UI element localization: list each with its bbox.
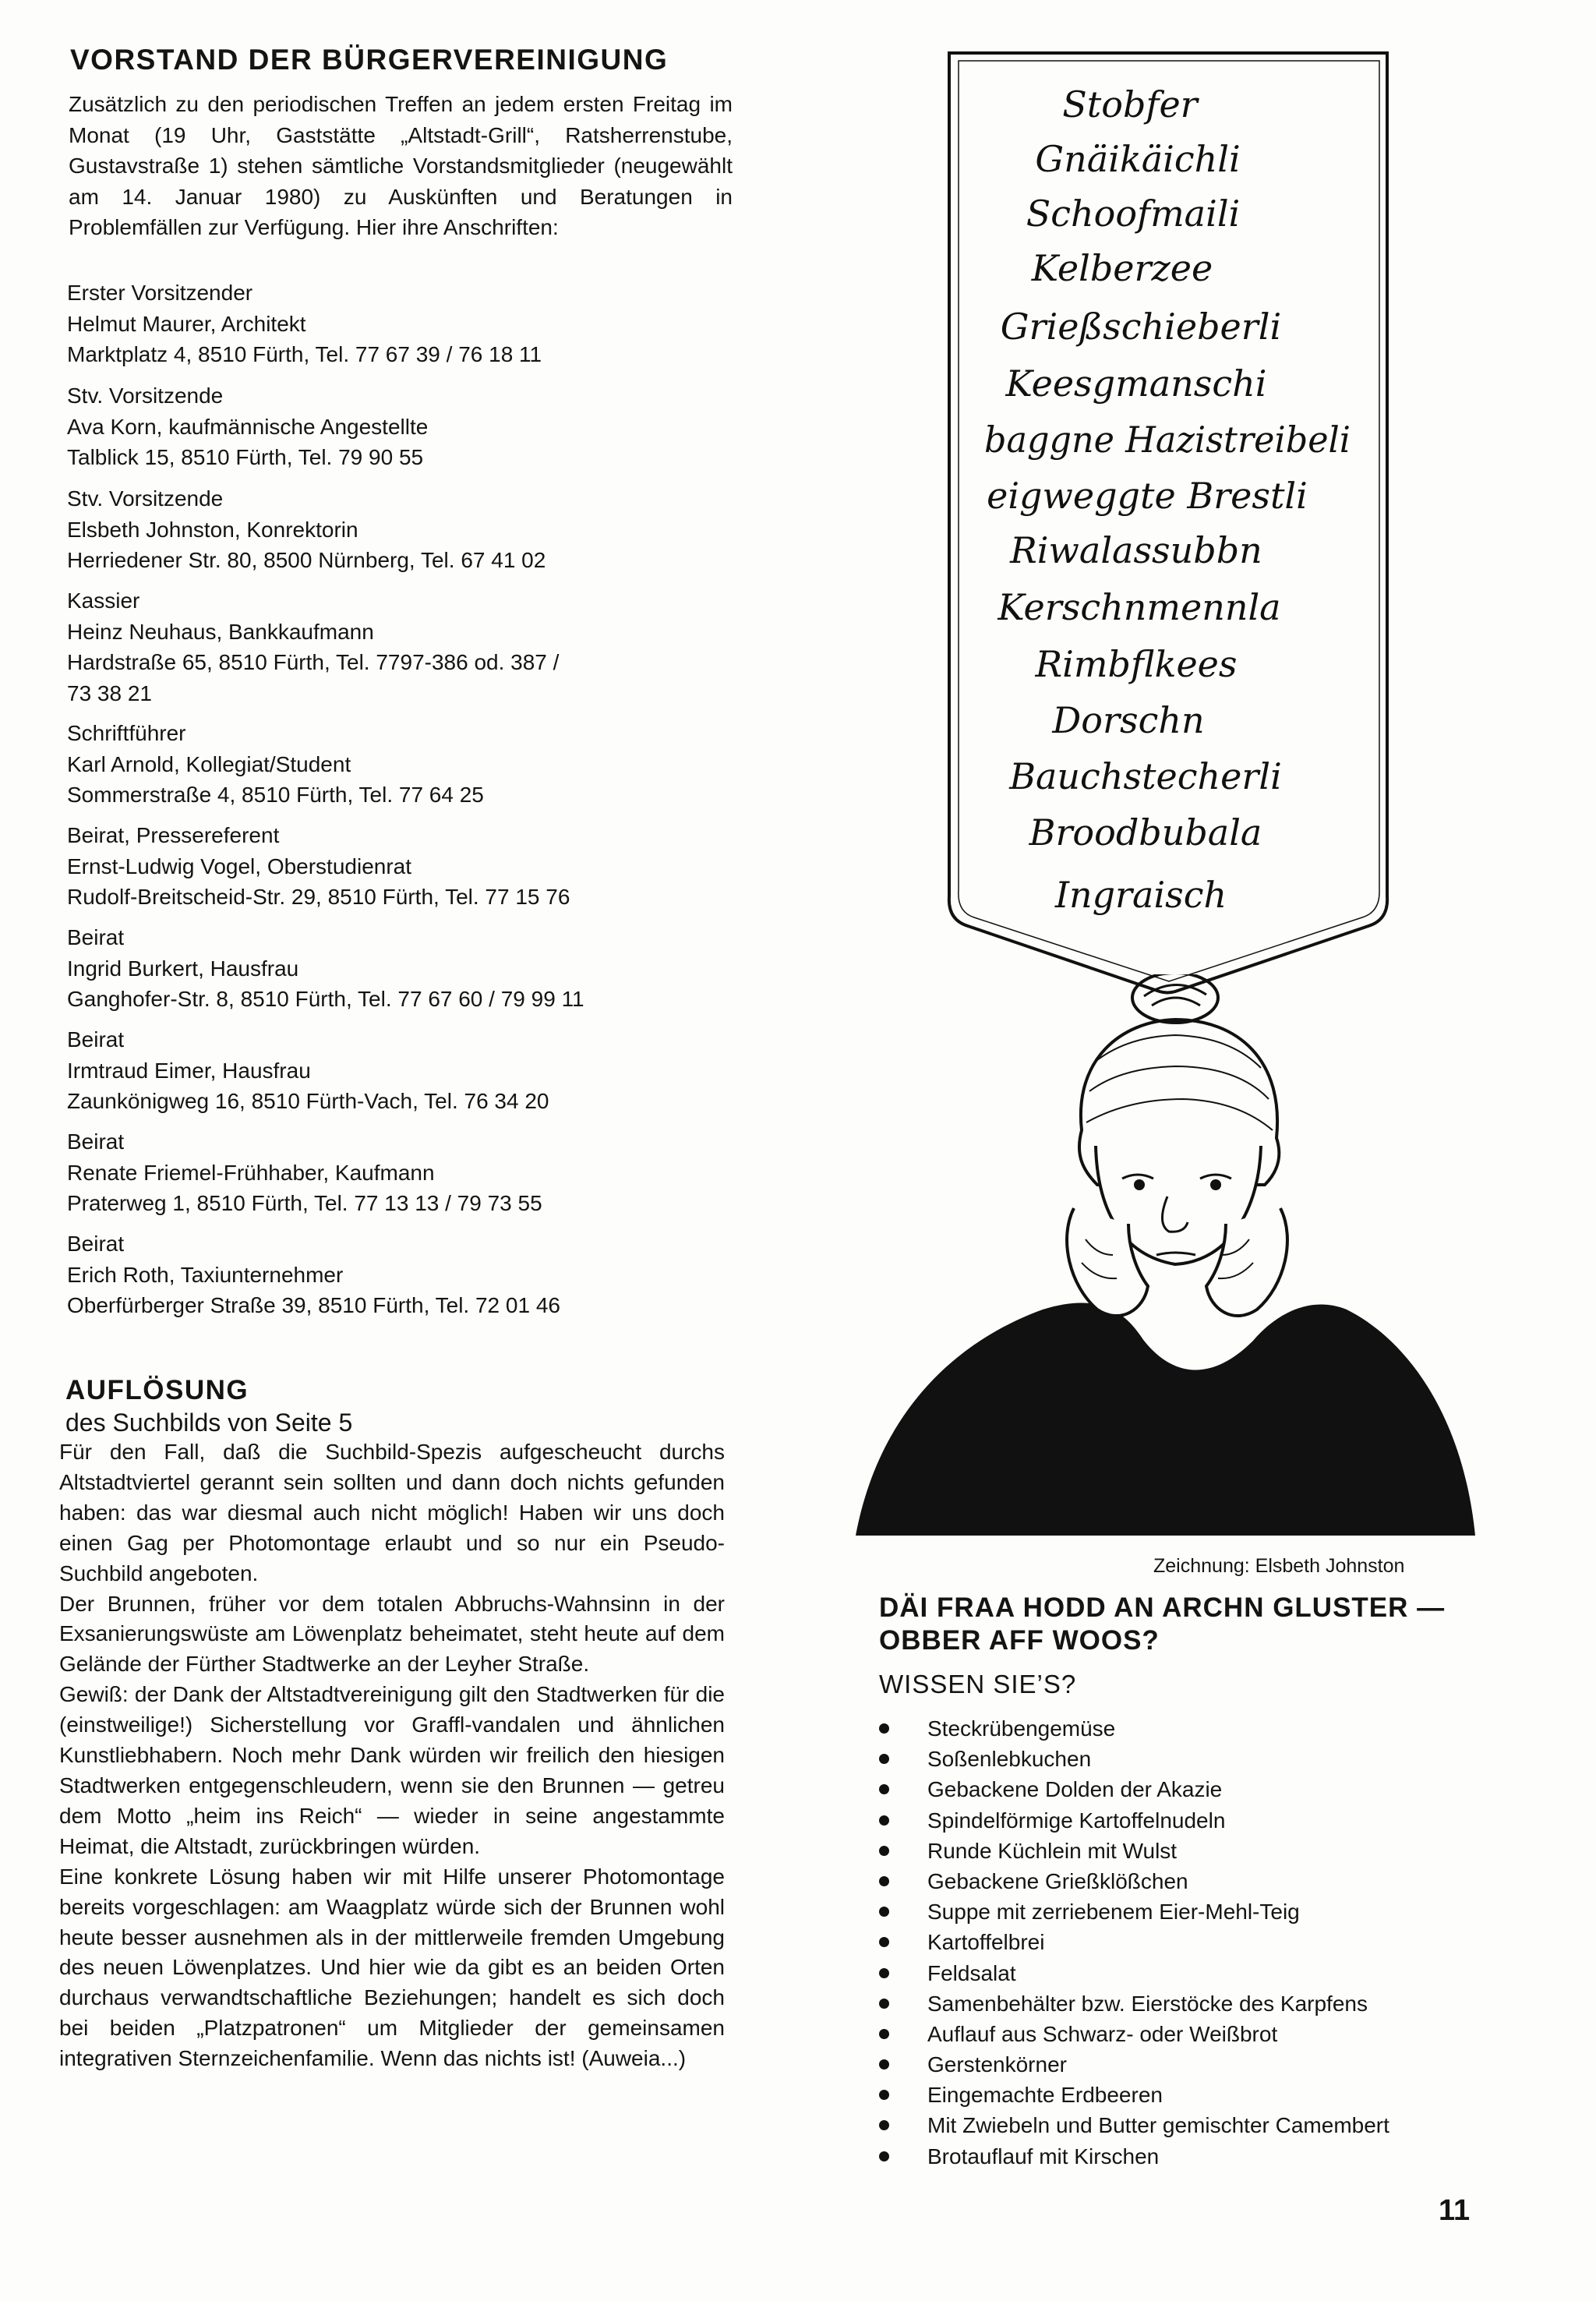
contact-address: Praterweg 1, 8510 Fürth, Tel. 77 13 13 / 79 73 55 — [67, 1191, 542, 1215]
contact-name: Elsbeth Johnston, Konrektorin — [67, 517, 358, 542]
contact-name: Ava Korn, kaufmännische Angestellte — [67, 414, 429, 439]
list-item: Samenbehälter bzw. Eierstöcke des Karpfens — [879, 1988, 1389, 2019]
list-item: Spindelförmige Kartoffelnudeln — [879, 1805, 1389, 1836]
list-item: Mit Zwiebeln und Butter gemischter Camembert — [879, 2110, 1389, 2140]
dish-name: Kelberzee — [1031, 247, 1213, 289]
contact-address: Zaunkönigweg 16, 8510 Fürth-Vach, Tel. 76 34 20 — [67, 1089, 549, 1113]
dish-name: Kerschnmennla — [998, 586, 1281, 628]
list-item: Gebackene Dolden der Akazie — [879, 1774, 1389, 1804]
bullet-icon — [879, 2120, 889, 2130]
dish-name: Riwalassubbn — [1010, 529, 1262, 571]
paragraph: Für den Fall, daß die Suchbild-Spezis aufgescheucht durchs Altstadtviertel gerannt sein sollten und dann doch nichts gefunden haben: das war diesmal auch nicht möglich! Haben wir uns doch einen Gag per Photomontage erlaubt und so nur ein Pseudo-Suchbild angeboten. — [59, 1440, 725, 1585]
list-item: Runde Küchlein mit Wulst — [879, 1836, 1389, 1866]
contact-block — [67, 277, 542, 370]
dish-name: Gnäikäichli — [1035, 138, 1241, 180]
paragraph: Eine konkrete Lösung haben wir mit Hilfe unserer Photomontage bereits vorgeschlagen: am Waagplatz würde sich der Brunnen wohl heute besser ausnehmen als in der mittlerweile fremden Umgebung des neuen Löwenplatzes. Und hier wie da gibt es an beiden Orten durchaus verwandtschaftliche Beziehungen; handelt es sich doch bei beiden „Platzpatronen“ um Mitglieder der gemeinsamen integrativen Sternzeichenfamilie. Wenn das nichts ist! (Auweia...) — [59, 1864, 725, 2071]
contact-name: Irmtraud Eimer, Hausfrau — [67, 1058, 311, 1083]
paragraph: Gewiß: der Dank der Altstadtvereinigung gilt den Stadtwerken für die (einstweilige!) Sicherstellung vor Graffl-vandalen und ähnlichen Kunstliebhabern. Noch mehr Dank würden wir freilich den hiesigen Stadtwerken entgegenschleudern, wenn sie den Brunnen — getreu dem Motto „heim ins Reich“ — wieder in seine angestammte Heimat, die Altstadt, zurückbringen würden. — [59, 1682, 725, 1858]
left-eye — [1134, 1179, 1145, 1190]
quiz-subtitle: WISSEN SIE’S? — [879, 1670, 1077, 1698]
contact-role: Beirat, Pressereferent — [67, 823, 280, 847]
contact-block — [67, 820, 570, 913]
list-item: Gebackene Grießklößchen — [879, 1866, 1389, 1896]
bullet-icon — [879, 1754, 889, 1764]
quiz-title-line: OBBER AFF WOOS? — [879, 1625, 1160, 1656]
dish-name: Rimbflkees — [1035, 643, 1238, 685]
contact-role: Beirat — [67, 1027, 125, 1052]
contact-address: Rudolf-Breitscheid-Str. 29, 8510 Fürth, Tel. 77 15 76 — [67, 885, 570, 909]
paragraph: Der Brunnen, früher vor dem totalen Abbruchs-Wahnsinn in der Exsanierungswüste am Löwenplatz beheimatet, steht heute auf dem Gelände der Fürther Stadtwerke an der Leyher Straße. — [59, 1591, 725, 1677]
contact-block — [67, 1228, 560, 1321]
bullet-icon — [879, 1937, 889, 1947]
list-item: Gerstenkörner — [879, 2049, 1389, 2080]
contact-address: Talblick 15, 8510 Fürth, Tel. 79 90 55 — [67, 445, 424, 469]
contact-name: Heinz Neuhaus, Bankkaufmann — [67, 619, 374, 644]
quiz-answer-list — [879, 1713, 1389, 2172]
contact-name: Helmut Maurer, Architekt — [67, 311, 306, 336]
bullet-icon — [879, 1907, 889, 1917]
contact-block — [67, 1024, 549, 1117]
list-item: Suppe mit zerriebenem Eier-Mehl-Teig — [879, 1896, 1389, 1927]
contact-block — [67, 380, 428, 473]
list-item: Kartoffelbrei — [879, 1927, 1389, 1957]
list-item: Soßenlebkuchen — [879, 1744, 1389, 1774]
bullet-icon — [879, 1846, 889, 1856]
vorstand-intro-text: Zusätzlich zu den periodischen Treffen an jedem ersten Freitag im Monat (19 Uhr, Gaststätte „Altstadt-Grill“, Ratsherrenstube, Gustavstraße 1) stehen sämtliche Vorstandsmitglieder (neugewählt am 14. Januar 1980) zu Auskünften und Beratungen in Problemfällen zur Verfügung. Hier ihre Anschriften: — [69, 92, 733, 239]
dish-pennant-banner — [941, 47, 1395, 1001]
list-item: Eingemachte Erdbeeren — [879, 2080, 1389, 2110]
quiz-title-line: DÄI FRAA HODD AN ARCHN GLUSTER — — [879, 1592, 1446, 1623]
bullet-icon — [879, 2090, 889, 2100]
bullet-icon — [879, 2151, 889, 2161]
contact-role: Erster Vorsitzender — [67, 281, 253, 305]
dish-name: Stobfer — [1062, 83, 1198, 125]
contact-name: Ernst-Ludwig Vogel, Oberstudienrat — [67, 854, 412, 878]
bullet-icon — [879, 2059, 889, 2069]
bullet-icon — [879, 1968, 889, 1978]
dish-name: Grießschieberli — [1000, 306, 1282, 348]
bullet-icon — [879, 1999, 889, 2009]
woman-illustration — [848, 974, 1481, 1551]
contact-block — [67, 1126, 542, 1219]
section-title-aufloesung: AUFLÖSUNG — [65, 1375, 249, 1405]
list-item: Steckrübengemüse — [879, 1713, 1389, 1744]
aufloesung-body — [59, 1437, 725, 2074]
contact-role: Schriftführer — [67, 721, 186, 745]
contact-address: Sommerstraße 4, 8510 Fürth, Tel. 77 64 25 — [67, 783, 484, 807]
bullet-icon — [879, 2029, 889, 2039]
bullet-icon — [879, 1815, 889, 1826]
contact-block — [67, 483, 546, 576]
quiz-title — [879, 1592, 1445, 1657]
bullet-icon — [879, 1876, 889, 1886]
section-subtitle-aufloesung: des Suchbilds von Seite 5 — [65, 1409, 353, 1437]
contact-role: Beirat — [67, 1129, 125, 1154]
contact-block — [67, 922, 584, 1015]
dish-name: Keesgmanschi — [1005, 362, 1267, 405]
contact-address: Marktplatz 4, 8510 Fürth, Tel. 77 67 39 / 76 18 11 — [67, 342, 542, 366]
dish-name: baggne Hazistreibeli — [984, 419, 1351, 461]
contact-block — [67, 585, 559, 709]
contact-name: Erich Roth, Taxiunternehmer — [67, 1262, 344, 1287]
contact-role: Stv. Vorsitzende — [67, 384, 224, 408]
contact-role: Stv. Vorsitzende — [67, 486, 224, 511]
dish-name: Broodbubala — [1029, 811, 1262, 854]
contact-address: Ganghofer-Str. 8, 8510 Fürth, Tel. 77 67 60 / 79 99 11 — [67, 987, 584, 1011]
dish-name: Bauchstecherli — [1009, 755, 1282, 797]
contact-name: Karl Arnold, Kollegiat/Student — [67, 751, 351, 776]
contact-role: Kassier — [67, 589, 140, 613]
section-title-vorstand: VORSTAND DER BÜRGERVEREINIGUNG — [70, 44, 669, 76]
dish-name: Ingraisch — [1054, 874, 1227, 916]
list-item: Feldsalat — [879, 1958, 1389, 1988]
contact-address-continued: 73 38 21 — [67, 680, 152, 705]
contact-role: Beirat — [67, 1232, 125, 1256]
bullet-icon — [879, 1784, 889, 1794]
illustration-credit: Zeichnung: Elsbeth Johnston — [1153, 1555, 1405, 1577]
bullet-icon — [879, 1723, 889, 1734]
dish-name: Schoofmaili — [1026, 193, 1241, 235]
contact-name: Renate Friemel-Frühhaber, Kaufmann — [67, 1160, 435, 1185]
contact-block — [67, 718, 484, 811]
sweater-shape — [856, 1302, 1475, 1536]
contact-address: Hardstraße 65, 8510 Fürth, Tel. 7797-386 od. 387 / — [67, 650, 560, 674]
page-number: 11 — [1439, 2194, 1471, 2227]
contact-address: Herriedener Str. 80, 8500 Nürnberg, Tel. 67 41 02 — [67, 548, 546, 572]
contact-role: Beirat — [67, 925, 125, 949]
contact-address: Oberfürberger Straße 39, 8510 Fürth, Tel. 72 01 46 — [67, 1293, 560, 1317]
contact-name: Ingrid Burkert, Hausfrau — [67, 956, 299, 981]
right-eye — [1210, 1179, 1221, 1190]
list-item: Auflauf aus Schwarz- oder Weißbrot — [879, 2019, 1389, 2049]
dish-name: Dorschn — [1052, 699, 1205, 741]
list-item: Brotauflauf mit Kirschen — [879, 2141, 1389, 2172]
dish-name: eigweggte Brestli — [987, 475, 1308, 517]
